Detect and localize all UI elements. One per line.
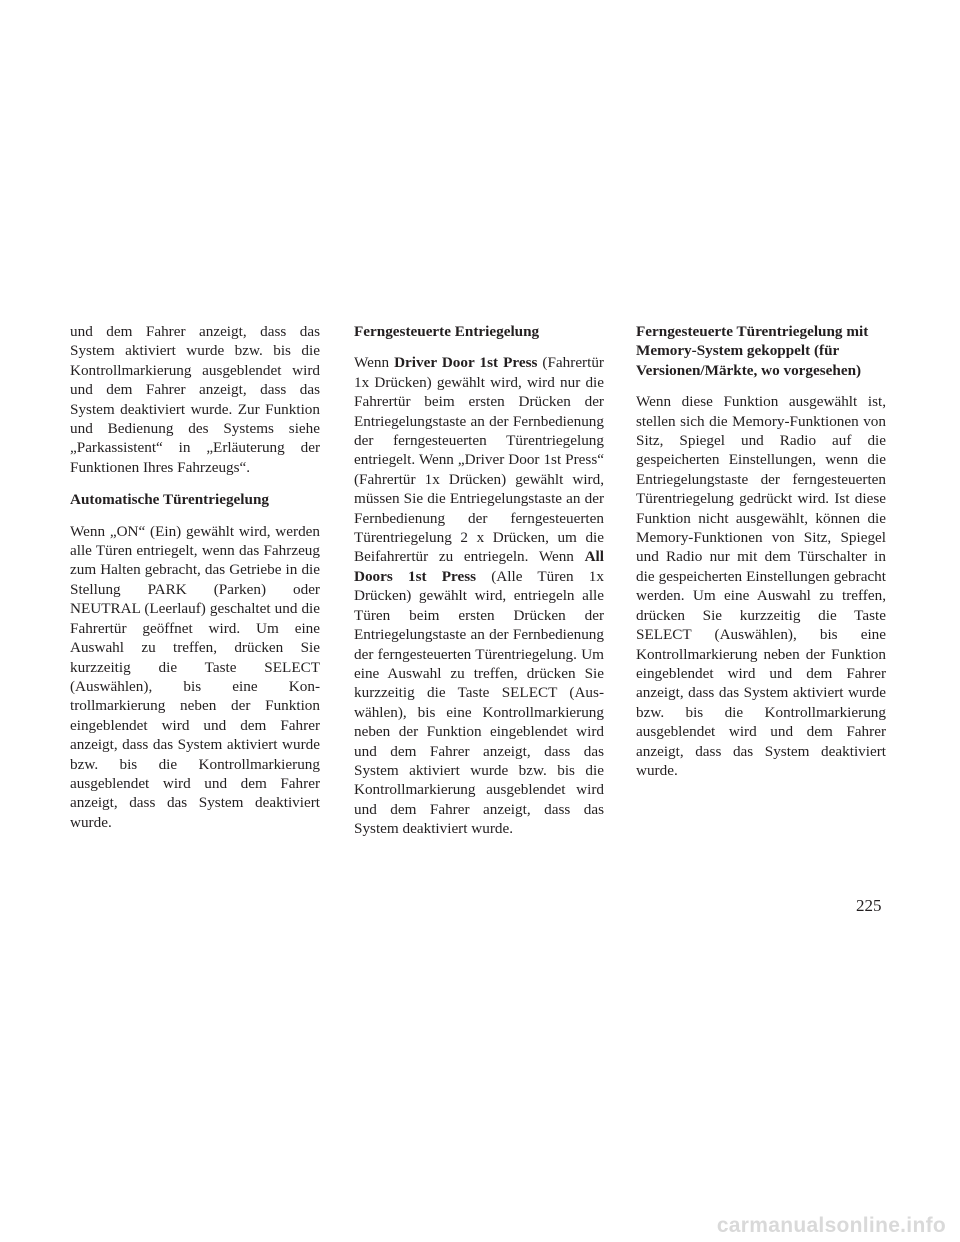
heading-remote-unlock-memory: Ferngesteuerte Türentriegelung mit Memory-System gekoppelt (für Versionen/Märkte, wo vorgesehen)	[636, 323, 869, 379]
paragraph-remote-unlock	[354, 353, 604, 838]
option-driver-door-first-press: Driver Door 1st Press	[394, 354, 538, 372]
text-segment: (Alle Türen 1x Drücken) gewählt wird, entriegeln alle Türen beim ersten Drücken der Entriegelungstaste an der Fernbedienung der ferngesteuerten Türentriegelung. Um eine Auswahl zu treffen, drücken Sie kurzzeitig die Taste SELECT (Auswählen), bis eine Kontrollmarkierung neben der Funktion eingeblendet wird und dem Fahrer anzeigt, dass das System aktiviert wurde bzw. bis die Kontrollmarkierung ausgeblendet wird und dem Fahrer anzeigt, dass das System deaktiviert wurde.	[354, 567, 604, 838]
watermark-logo: carmanualsonline.info	[716, 1214, 946, 1237]
paragraph-remote-unlock-memory: Wenn diese Funktion ausgewählt ist, stellen sich die Memory-Funktionen von Sitz, Spiegel und Radio auf die gespeicherten Einstellungen, wenn die Entriegelungstaste der ferngesteuerten Türentriegelung gedrückt wird. Ist diese Funktion nicht ausgewählt, können die Memory-Funktionen von Sitz, Spiegel und Radio nur mit dem Türschalter in die gespeicherten Einstellungen gebracht werden. Um eine Auswahl zu treffen, drücken Sie kurzzeitig die Taste SELECT (Auswählen), bis eine Kontrollmarkierung neben der Funktion eingeblendet wird und dem Fahrer anzeigt, dass das System aktiviert wurde bzw. bis die Kontrollmarkierung ausgeblendet wird und dem Fahrer anzeigt, dass das System deaktiviert wurde.	[636, 393, 886, 779]
option-all-doors-first-press: All Doors 1st Press	[354, 548, 604, 585]
paragraph-parking-assist-continued: und dem Fahrer anzeigt, dass das System aktiviert wurde bzw. bis die Kontrollmarkierung ausgeblendet wird und dem Fahrer anzeigt, dass das System deaktiviert wurde. Zur Funktion und Bedienung des Systems siehe „Parkassistent“ in „Erläuterung der Funktionen Ihres Fahrzeugs“.	[70, 323, 320, 476]
heading-remote-unlock: Ferngesteuerte Entriegelung	[354, 323, 540, 340]
paragraph-automatic-door-unlock: Wenn „ON“ (Ein) gewählt wird, werden alle Türen entriegelt, wenn das Fahrzeug zum Halten gebracht, das Getriebe in die Stellung PARK (Parken) oder NEUTRAL (Leerlauf) geschaltet und die Fahrertür geöffnet wird. Um eine Auswahl zu treffen, drücken Sie kurzzeitig die Taste SELECT (Auswählen), bis eine Kontrollmarkierung neben der Funktion eingeblendet wird und dem Fahrer anzeigt, dass das System aktiviert wurde bzw. bis die Kontrollmarkierung ausgeblendet wird und dem Fahrer anzeigt, dass das System deaktiviert wurde.	[70, 522, 320, 831]
heading-automatic-door-unlock: Automatische Türentriegelung	[70, 491, 269, 509]
text-segment: Wenn	[354, 354, 395, 372]
column-right	[636, 322, 886, 793]
column-middle	[354, 322, 604, 852]
text-segment: (Fahrertür 1x Drücken) gewählt wird, wird nur die Fahrertür beim ersten Drücken der Entriegelungstaste an der Fernbedienung der ferngesteuerten Türentriegelung entriegelt. Wenn „Driver Door 1st Press“ (Fahrertür 1x Drücken) gewählt wird, müssen Sie die Entriegelungstaste an der Fernbedienung der ferngesteuerten Türentriegelung 2 x Drücken, um die Beifahrertür zu entriegeln. Wenn	[354, 354, 604, 566]
page-number: 225	[856, 896, 882, 915]
column-left	[70, 322, 320, 845]
